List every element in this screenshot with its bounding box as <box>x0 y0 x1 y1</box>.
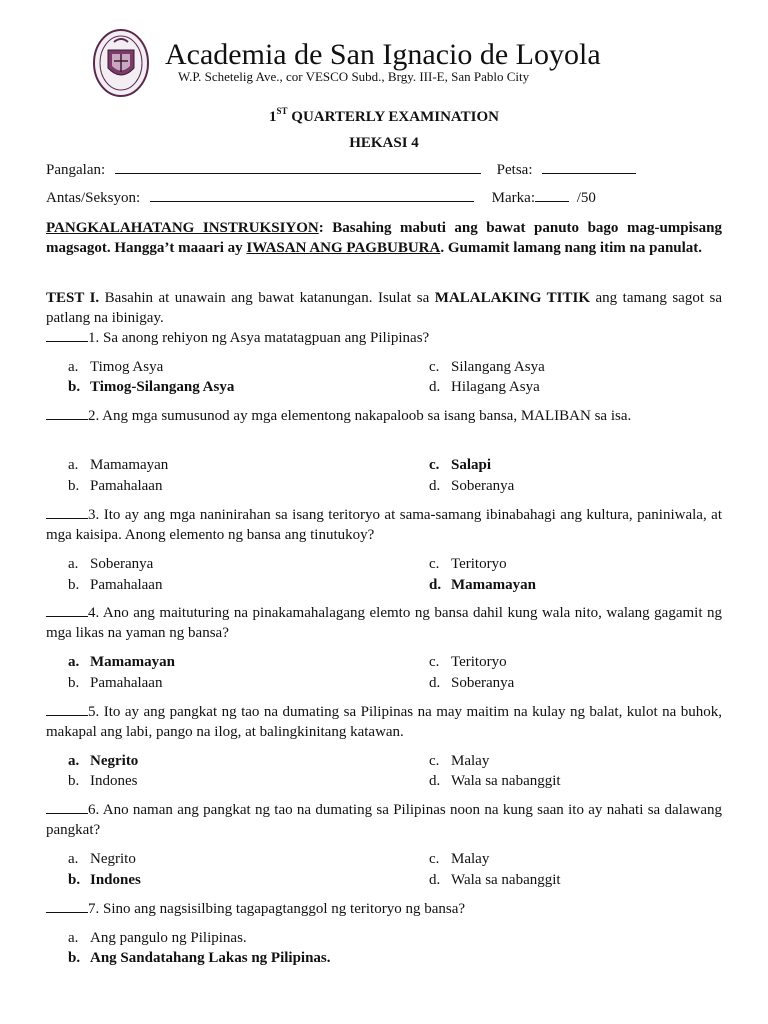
option-letter: d. <box>429 675 441 691</box>
exam-title-text: QUARTERLY EXAMINATION <box>287 109 499 125</box>
option-text: Pamahalaan <box>90 577 163 593</box>
instructions-text-2: . Gumamit lamang nang itim na panulat. <box>440 240 703 256</box>
answer-blank-2[interactable] <box>46 407 88 420</box>
option-letter: a. <box>68 930 79 946</box>
option-3d <box>429 575 536 595</box>
answer-blank-7[interactable] <box>46 900 88 913</box>
option-6b <box>68 870 141 890</box>
option-5c <box>429 751 489 771</box>
section-field[interactable] <box>150 189 474 202</box>
question-6 <box>46 800 722 840</box>
question-5 <box>46 702 722 742</box>
option-text: Pamahalaan <box>90 675 163 691</box>
option-text: Negrito <box>90 753 139 769</box>
option-letter: c. <box>429 851 440 867</box>
school-name: Academia de San Ignacio de Loyola <box>165 38 601 71</box>
option-1c <box>429 357 545 377</box>
test-1-text-1: Basahin at unawain ang bawat katanungan. Isulat sa <box>99 290 435 306</box>
exam-title <box>0 107 768 127</box>
instructions-text-1: : Basahing mabuti ang bawat panuto bago mag-umpisang magsagot. Hangga’t maaari ay <box>46 220 722 256</box>
answer-blank-4[interactable] <box>46 604 88 617</box>
question-4 <box>46 603 722 643</box>
option-letter: a. <box>68 457 79 473</box>
exam-title-number: 1 <box>269 109 277 125</box>
option-letter: a. <box>68 359 79 375</box>
option-letter: d. <box>429 773 441 789</box>
option-letter: b. <box>68 478 80 494</box>
test-1-text-2: ang tamang sagot sa patlang na ibinigay. <box>46 290 722 326</box>
option-text: Teritoryo <box>451 556 507 572</box>
option-letter: a. <box>68 654 80 670</box>
option-text: Wala sa nabanggit <box>451 773 561 789</box>
question-7 <box>46 899 722 919</box>
name-label: Pangalan: <box>46 162 106 178</box>
option-text: Salapi <box>451 457 492 473</box>
general-instructions <box>46 218 722 258</box>
option-text: Mamamayan <box>90 457 169 473</box>
option-5a <box>68 751 138 771</box>
option-text: Timog-Silangang Asya <box>90 379 235 395</box>
option-letter: c. <box>429 753 440 769</box>
option-text: Indones <box>90 872 141 888</box>
answer-blank-3[interactable] <box>46 506 88 519</box>
name-field[interactable] <box>115 161 481 174</box>
score-label: Marka: <box>491 190 535 206</box>
question-text: 4. Ano ang maituturing na pinakamahalagang elemto ng bansa dahil kung wala nito, walang gagamit ng mga likas na yaman ng bansa? <box>46 605 722 641</box>
option-1d <box>429 377 540 397</box>
option-6d <box>429 870 561 890</box>
section-label: Antas/Seksyon: <box>46 190 141 206</box>
option-text: Soberanya <box>90 556 154 572</box>
question-text: 7. Sino ang nagsisilbing tagapagtanggol ng teritoryo ng bansa? <box>88 901 466 917</box>
question-text: 2. Ang mga sumusunod ay mga elementong nakapaloob sa isang bansa, MALIBAN sa isa. <box>88 408 632 424</box>
name-date-row <box>46 160 726 180</box>
option-text: Indones <box>90 773 138 789</box>
subject-title: HEKASI 4 <box>349 135 419 151</box>
option-letter: d. <box>429 478 441 494</box>
school-address: W.P. Schetelig Ave., cor VESCO Subd., Brgy. III-E, San Pablo City <box>178 69 530 84</box>
option-letter: c. <box>429 359 440 375</box>
option-4b <box>68 673 162 693</box>
option-5b <box>68 771 138 791</box>
option-text: Mamamayan <box>90 654 175 670</box>
option-text: Silangang Asya <box>451 359 545 375</box>
option-letter: b. <box>68 950 81 966</box>
option-3a <box>68 554 153 574</box>
test-1-emphasis: MALALAKING TITIK <box>434 290 591 306</box>
question-3 <box>46 505 722 545</box>
option-text: Mamamayan <box>451 577 536 593</box>
date-label: Petsa: <box>496 162 533 178</box>
option-text: Timog Asya <box>90 359 164 375</box>
school-seal-icon <box>92 28 150 98</box>
option-letter: a. <box>68 556 79 572</box>
option-4a <box>68 652 175 672</box>
question-text: 6. Ano naman ang pangkat ng tao na dumating sa Pilipinas noon na kung saan ito ay nahati sa dalawang pangkat? <box>46 802 722 838</box>
option-letter: b. <box>68 577 80 593</box>
exam-title-ordinal: ST <box>276 106 288 116</box>
option-4c <box>429 652 507 672</box>
section-score-row <box>46 188 726 208</box>
option-7a <box>68 928 247 948</box>
option-1a <box>68 357 163 377</box>
option-2d <box>429 476 514 496</box>
date-field[interactable] <box>542 161 636 174</box>
instructions-heading: PANGKALAHATANG INSTRUKSIYON <box>46 220 319 236</box>
option-text: Wala sa nabanggit <box>451 872 561 888</box>
question-2 <box>46 406 722 426</box>
option-3c <box>429 554 507 574</box>
option-7b <box>68 948 331 968</box>
test-1-label: TEST I. <box>46 290 100 306</box>
option-4d <box>429 673 514 693</box>
answer-blank-1[interactable] <box>46 329 88 342</box>
option-text: Malay <box>451 851 490 867</box>
option-3b <box>68 575 162 595</box>
option-letter: b. <box>68 675 80 691</box>
option-text: Malay <box>451 753 490 769</box>
option-text: Teritoryo <box>451 654 507 670</box>
option-letter: d. <box>429 872 441 888</box>
question-1 <box>46 328 722 348</box>
option-2b <box>68 476 162 496</box>
option-1b <box>68 377 234 397</box>
answer-blank-6[interactable] <box>46 801 88 814</box>
option-2a <box>68 455 168 475</box>
option-letter: d. <box>429 577 442 593</box>
option-text: Soberanya <box>451 478 515 494</box>
score-total: /50 <box>576 190 596 206</box>
option-letter: a. <box>68 851 79 867</box>
option-letter: b. <box>68 872 81 888</box>
option-letter: a. <box>68 753 80 769</box>
option-6a <box>68 849 136 869</box>
answer-blank-5[interactable] <box>46 703 88 716</box>
option-letter: b. <box>68 379 81 395</box>
option-5d <box>429 771 561 791</box>
option-letter: d. <box>429 379 441 395</box>
option-letter: c. <box>429 556 440 572</box>
option-text: Negrito <box>90 851 136 867</box>
question-text: 5. Ito ay ang pangkat ng tao na dumating sa Pilipinas na may maitim na kulay ng balat, kulot na buhok, makapal ang labi, pango na ilog, at balingkinitang katawan. <box>46 704 722 740</box>
option-text: Ang Sandatahang Lakas ng Pilipinas. <box>90 950 331 966</box>
option-6c <box>429 849 489 869</box>
option-text: Hilagang Asya <box>451 379 540 395</box>
question-text: 1. Sa anong rehiyon ng Asya matatagpuan ang Pilipinas? <box>88 330 430 346</box>
test-1-instructions <box>46 288 722 328</box>
option-letter: c. <box>429 457 440 473</box>
option-letter: b. <box>68 773 80 789</box>
question-text: 3. Ito ay ang mga naninirahan sa isang teritoryo at sama-samang ibinabahagi ang kultura, paniniwala, at mga kaisipa. Anong elemento ng bansa ang tinutukoy? <box>46 507 722 543</box>
instructions-emphasis: IWASAN ANG PAGBUBURA <box>246 240 441 256</box>
option-text: Ang pangulo ng Pilipinas. <box>90 930 247 946</box>
option-letter: c. <box>429 654 440 670</box>
score-field[interactable] <box>535 189 569 202</box>
option-text: Soberanya <box>451 675 515 691</box>
option-2c <box>429 455 491 475</box>
option-text: Pamahalaan <box>90 478 163 494</box>
